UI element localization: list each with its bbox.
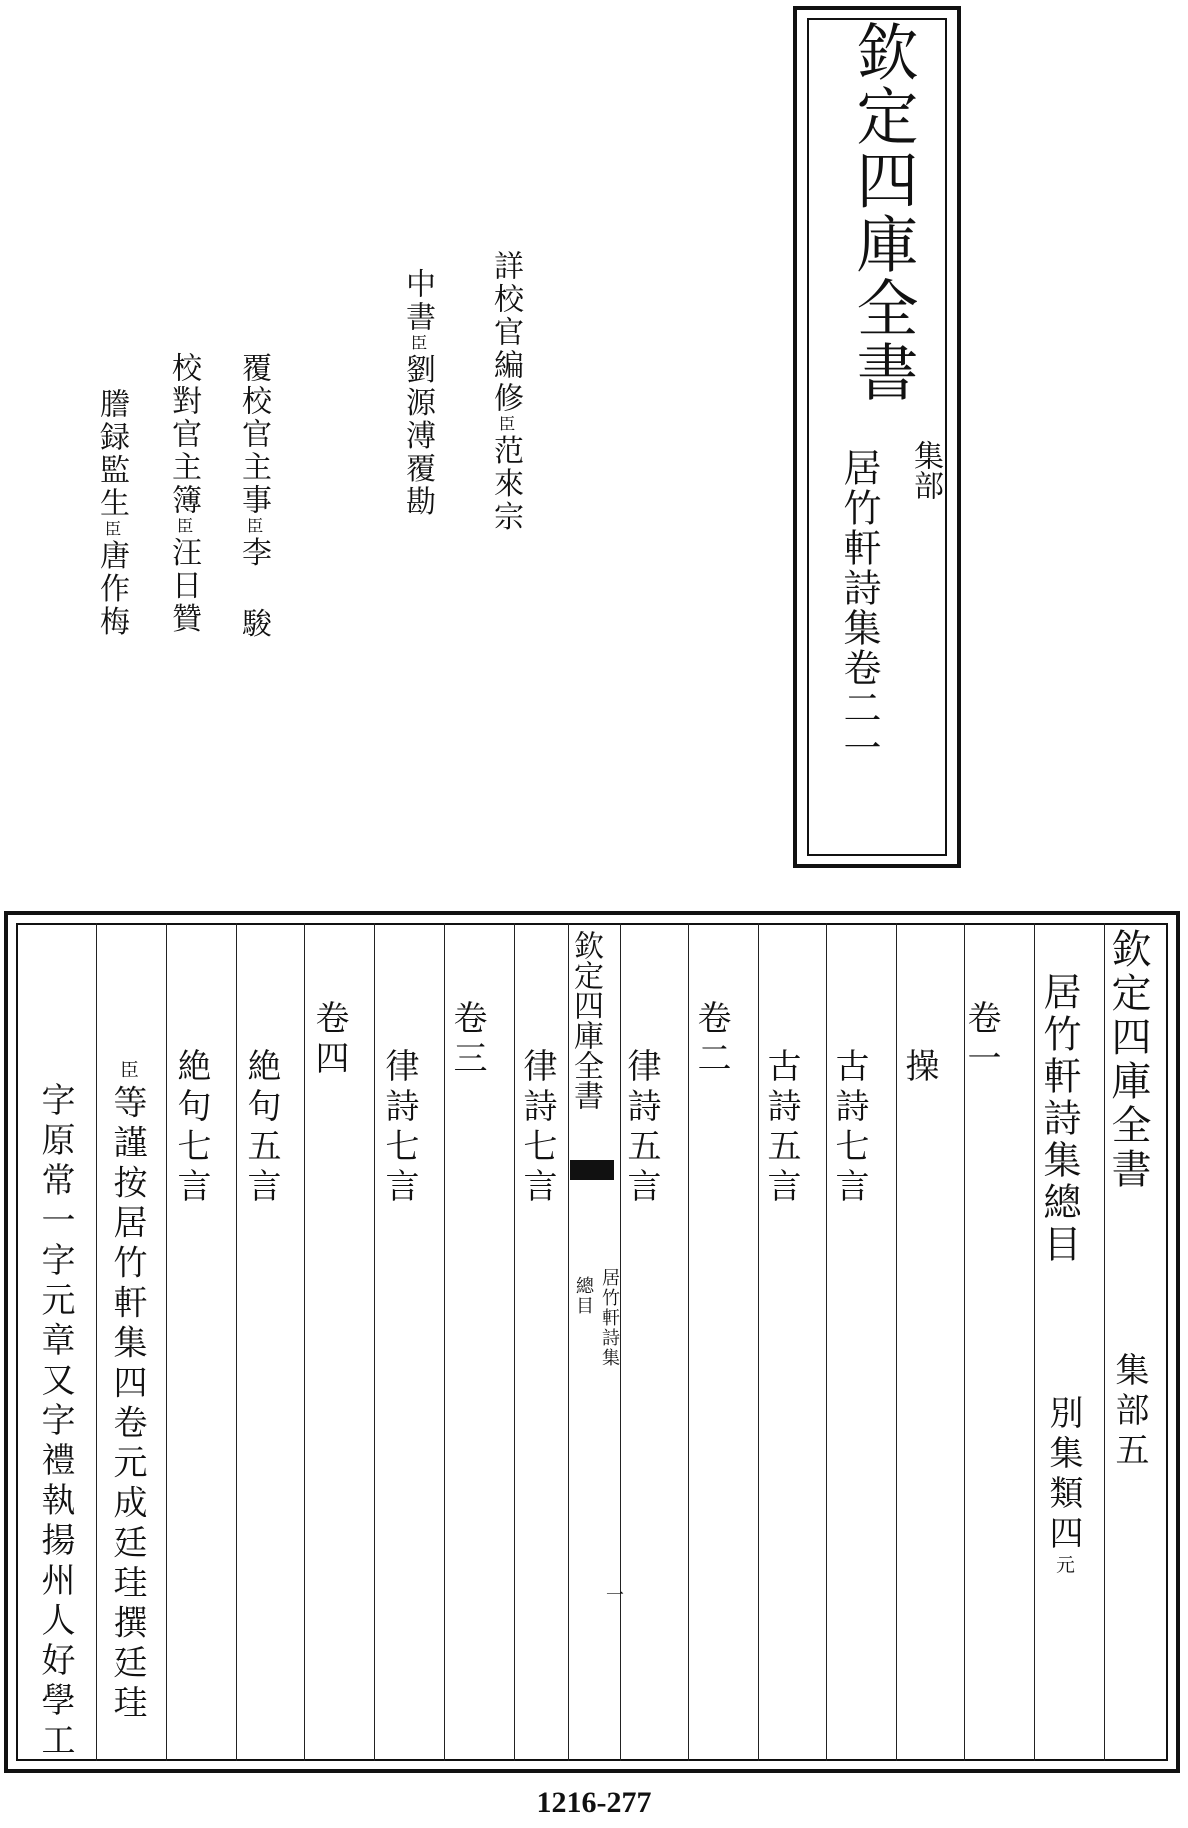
catalog-entry: 律詩七言 — [379, 1048, 419, 1208]
catalog-entry: 律詩五言 — [621, 1048, 661, 1208]
catalog-classification — [1043, 1395, 1083, 1580]
slip-category: 集部 — [908, 440, 943, 500]
editor-copyist — [94, 388, 129, 639]
catalog-note-line-2: 字原常一字元章又字禮執揚州人好學工 — [35, 1082, 75, 1762]
editor-mark: 臣 — [408, 334, 427, 354]
column-rule — [236, 923, 237, 1761]
editor-mark: 臣 — [496, 415, 515, 435]
column-rule — [1034, 923, 1035, 1761]
slip-main-title: 欽定四庫全書 — [846, 20, 919, 404]
catalog-entry: 絶句七言 — [171, 1048, 211, 1208]
catalog-entry: 古詩七言 — [829, 1048, 869, 1208]
editor-detail-proofreader — [488, 250, 523, 534]
editor-collator — [166, 352, 201, 636]
fold-center-title: 欽定四庫全書 — [568, 930, 603, 1110]
catalog-note-line-1 — [107, 1060, 147, 1725]
catalog-header-title: 欽定四庫全書 — [1105, 928, 1151, 1192]
editor-role: 校對官主簿 — [166, 352, 201, 517]
editor-role: 中書 — [400, 268, 435, 334]
fold-center-page: 一 — [603, 1585, 624, 1603]
catalog-entry: 卷二 — [691, 1000, 731, 1080]
note-text: 等謹按居竹軒集四卷元成廷珪撰廷珪 — [107, 1084, 147, 1725]
fold-center-section: 總目 — [573, 1276, 594, 1316]
classification-label: 別集類四 — [1043, 1395, 1083, 1555]
editor-name: 唐作梅 — [94, 539, 129, 639]
column-rule — [514, 923, 515, 1761]
column-rule — [826, 923, 827, 1761]
editor-name: 李 駿 — [236, 536, 271, 641]
editor-role: 覆校官主事 — [236, 352, 271, 517]
editor-review-proofreader — [236, 352, 271, 641]
catalog-entry: 古詩五言 — [761, 1048, 801, 1208]
classification-note: 元 — [1053, 1555, 1074, 1580]
editor-mark: 臣 — [102, 520, 121, 540]
catalog-entry: 卷三 — [447, 1000, 487, 1080]
editor-name: 汪日贊 — [166, 536, 201, 636]
fish-tail-mark — [570, 1160, 614, 1180]
catalog-entry: 操 — [899, 1048, 939, 1088]
catalog-entry: 卷四 — [309, 1000, 349, 1080]
editor-mark: 臣 — [174, 517, 193, 537]
editor-name: 范來宗 — [488, 434, 523, 534]
note-mark: 臣 — [117, 1060, 138, 1085]
catalog-entry: 卷一 — [961, 1000, 1001, 1080]
editor-role: 謄録監生 — [94, 388, 129, 520]
catalog-entry: 絶句五言 — [241, 1048, 281, 1208]
column-rule — [758, 923, 759, 1761]
slip-book-title: 居竹軒詩集卷二一 — [837, 448, 881, 768]
column-rule — [96, 923, 97, 1761]
column-rule — [304, 923, 305, 1761]
page-number: 1216-277 — [536, 1786, 652, 1819]
column-rule — [374, 923, 375, 1761]
catalog-section: 集部五 — [1109, 1352, 1149, 1472]
column-rule — [166, 923, 167, 1761]
catalog-entry: 律詩七言 — [517, 1048, 557, 1208]
fold-center-book: 居竹軒詩集 — [599, 1268, 620, 1368]
editor-secretary — [400, 268, 435, 519]
column-rule — [444, 923, 445, 1761]
editor-role: 詳校官編修 — [488, 250, 523, 415]
column-rule — [688, 923, 689, 1761]
catalog-book-title: 居竹軒詩集總目 — [1037, 972, 1081, 1266]
column-rule — [896, 923, 897, 1761]
editor-mark: 臣 — [244, 517, 263, 537]
editor-name: 劉源溥覆勘 — [400, 353, 435, 519]
